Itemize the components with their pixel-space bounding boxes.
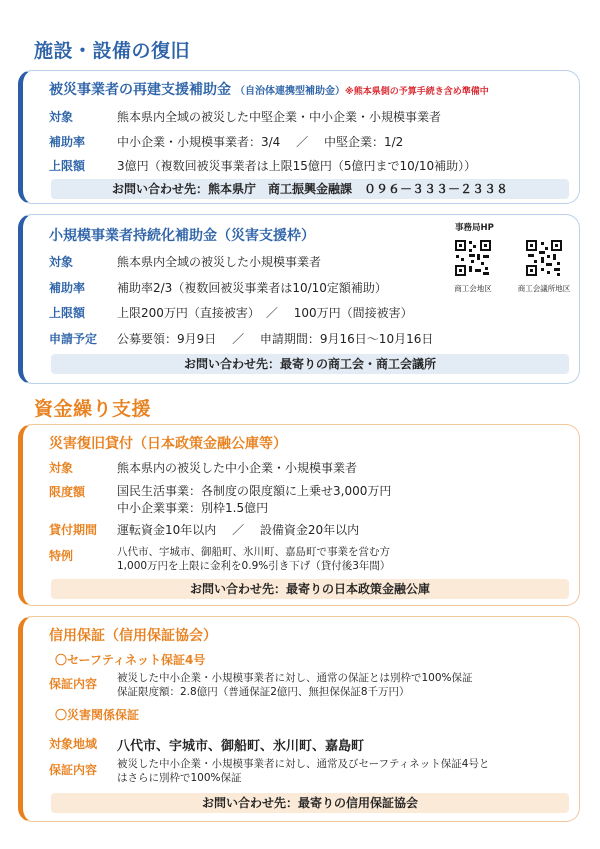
row-line: 保証限度額：2.8億円（普通保証2億円、無担保保証8千万円）	[117, 686, 410, 698]
row-label: 貸付期間	[49, 523, 98, 537]
row-value	[117, 671, 473, 699]
contact-bar: お問い合わせ先：最寄りの日本政策金融公庫	[51, 579, 569, 599]
row-special	[49, 545, 569, 577]
row-line: 1,000万円を上限に金利を0.9%引き下げ（貸付後3年間）	[117, 560, 391, 572]
row-label: 対象	[49, 461, 74, 475]
row-line: 中小企業事業：別枠1.5億円	[117, 501, 269, 515]
row-value: 上限200万円（直接被害） ／ 100万円（間接被害）	[117, 306, 413, 320]
contact-bar: お問い合わせ先：最寄りの信用保証協会	[51, 793, 569, 813]
row-line: はさらに別枠で100%保証	[117, 772, 242, 784]
row-line: 八代市、宇城市、御船町、氷川町、嘉島町で事業を営む方	[117, 546, 390, 558]
sustain-title: 小規模事業者持続化補助金（災害支援枠）	[49, 228, 315, 244]
card-rebuild-subsidy	[18, 70, 580, 204]
row-label: 対象	[49, 255, 74, 269]
row-label: 保証内容	[49, 763, 98, 777]
row-value: 運転資金10年以内 ／ 設備資金20年以内	[117, 523, 360, 537]
card-disaster-loan	[18, 424, 580, 606]
row-value	[117, 757, 489, 785]
guarantee-title: 信用保証（信用保証協会）	[49, 628, 217, 644]
row-label: 申請予定	[49, 332, 98, 346]
contact-bar: お問い合わせ先：熊本県庁 商工振興金融課 ０９６－３３３－２３３８	[51, 179, 569, 199]
row-guarantee-content-1	[49, 671, 569, 703]
qr-code-icon	[454, 239, 492, 277]
rebuild-title: 被災事業者の再建支援補助金	[49, 82, 231, 98]
row-line: 被災した中小企業・小規模事業者に対し、通常及びセーフティネット保証4号と	[117, 758, 490, 770]
contact-bar: お問い合わせ先：最寄りの商工会・商工会議所	[51, 354, 569, 374]
row-value: 熊本県内全域の被災した中堅企業・中小企業・小規模事業者	[117, 110, 442, 124]
row-value: 公募要領：9月9日 ／ 申請期間：9月16日～10月16日	[117, 332, 434, 346]
section-title-facility: 施設・設備の復旧	[34, 40, 191, 62]
qr-code-shokokai[interactable]	[445, 239, 501, 294]
row-label: 補助率	[49, 135, 86, 149]
row-label: 上限額	[49, 159, 86, 173]
rebuild-title-sub: （自治体連携型補助金）	[235, 86, 345, 97]
row-label: 対象	[49, 110, 74, 124]
row-label: 保証内容	[49, 677, 98, 691]
section-title-funding: 資金繰り支援	[34, 398, 152, 420]
subheading-safety-net: 〇セーフティネット保証4号	[55, 653, 206, 667]
row-label: 限度額	[49, 485, 86, 499]
rebuild-title-note: ※熊本県側の予算手続き含め準備中	[345, 87, 489, 97]
row-value: 熊本県内の被災した中小企業・小規模事業者	[117, 461, 358, 475]
card-title	[49, 79, 489, 99]
qr-code-shokokaigisho[interactable]	[509, 239, 579, 294]
row-label: 補助率	[49, 281, 86, 295]
row-guarantee-content-2	[49, 757, 569, 789]
row-value: 補助率2/3（複数回被災事業者は10/10定額補助）	[117, 281, 387, 295]
row-value: 熊本県内全域の被災した小規模事業者	[117, 255, 322, 269]
row-label: 対象地域	[49, 737, 98, 751]
hp-label: 事務局HP	[455, 223, 494, 233]
subheading-disaster-guarantee: 〇災害関係保証	[55, 708, 140, 722]
row-line: 被災した中小企業・小規模事業者に対し、通常の保証とは別枠で100%保証	[117, 672, 473, 684]
qr-caption: 商工会地区	[454, 284, 492, 293]
row-limit	[49, 483, 569, 517]
row-value	[117, 483, 391, 517]
row-value: 中小企業・小規模事業者：3/4 ／ 中堅企業：1/2	[117, 135, 404, 149]
qr-code-icon	[525, 239, 563, 277]
qr-caption: 商工会議所地区	[517, 284, 571, 293]
card-credit-guarantee	[18, 616, 580, 822]
row-line: 国民生活事業：各制度の限度額に上乗せ3,000万円	[117, 484, 392, 498]
card-sustain-subsidy	[18, 214, 580, 384]
loan-title: 災害復旧貸付（日本政策金融公庫等）	[49, 436, 287, 452]
row-label: 上限額	[49, 306, 86, 320]
row-value: 3億円（複数回被災事業者は上限15億円（5億円まで10/10補助））	[117, 159, 477, 173]
row-label: 特例	[49, 549, 74, 563]
row-value	[117, 545, 390, 573]
row-value: 八代市、宇城市、御船町、氷川町、嘉島町	[117, 739, 365, 754]
